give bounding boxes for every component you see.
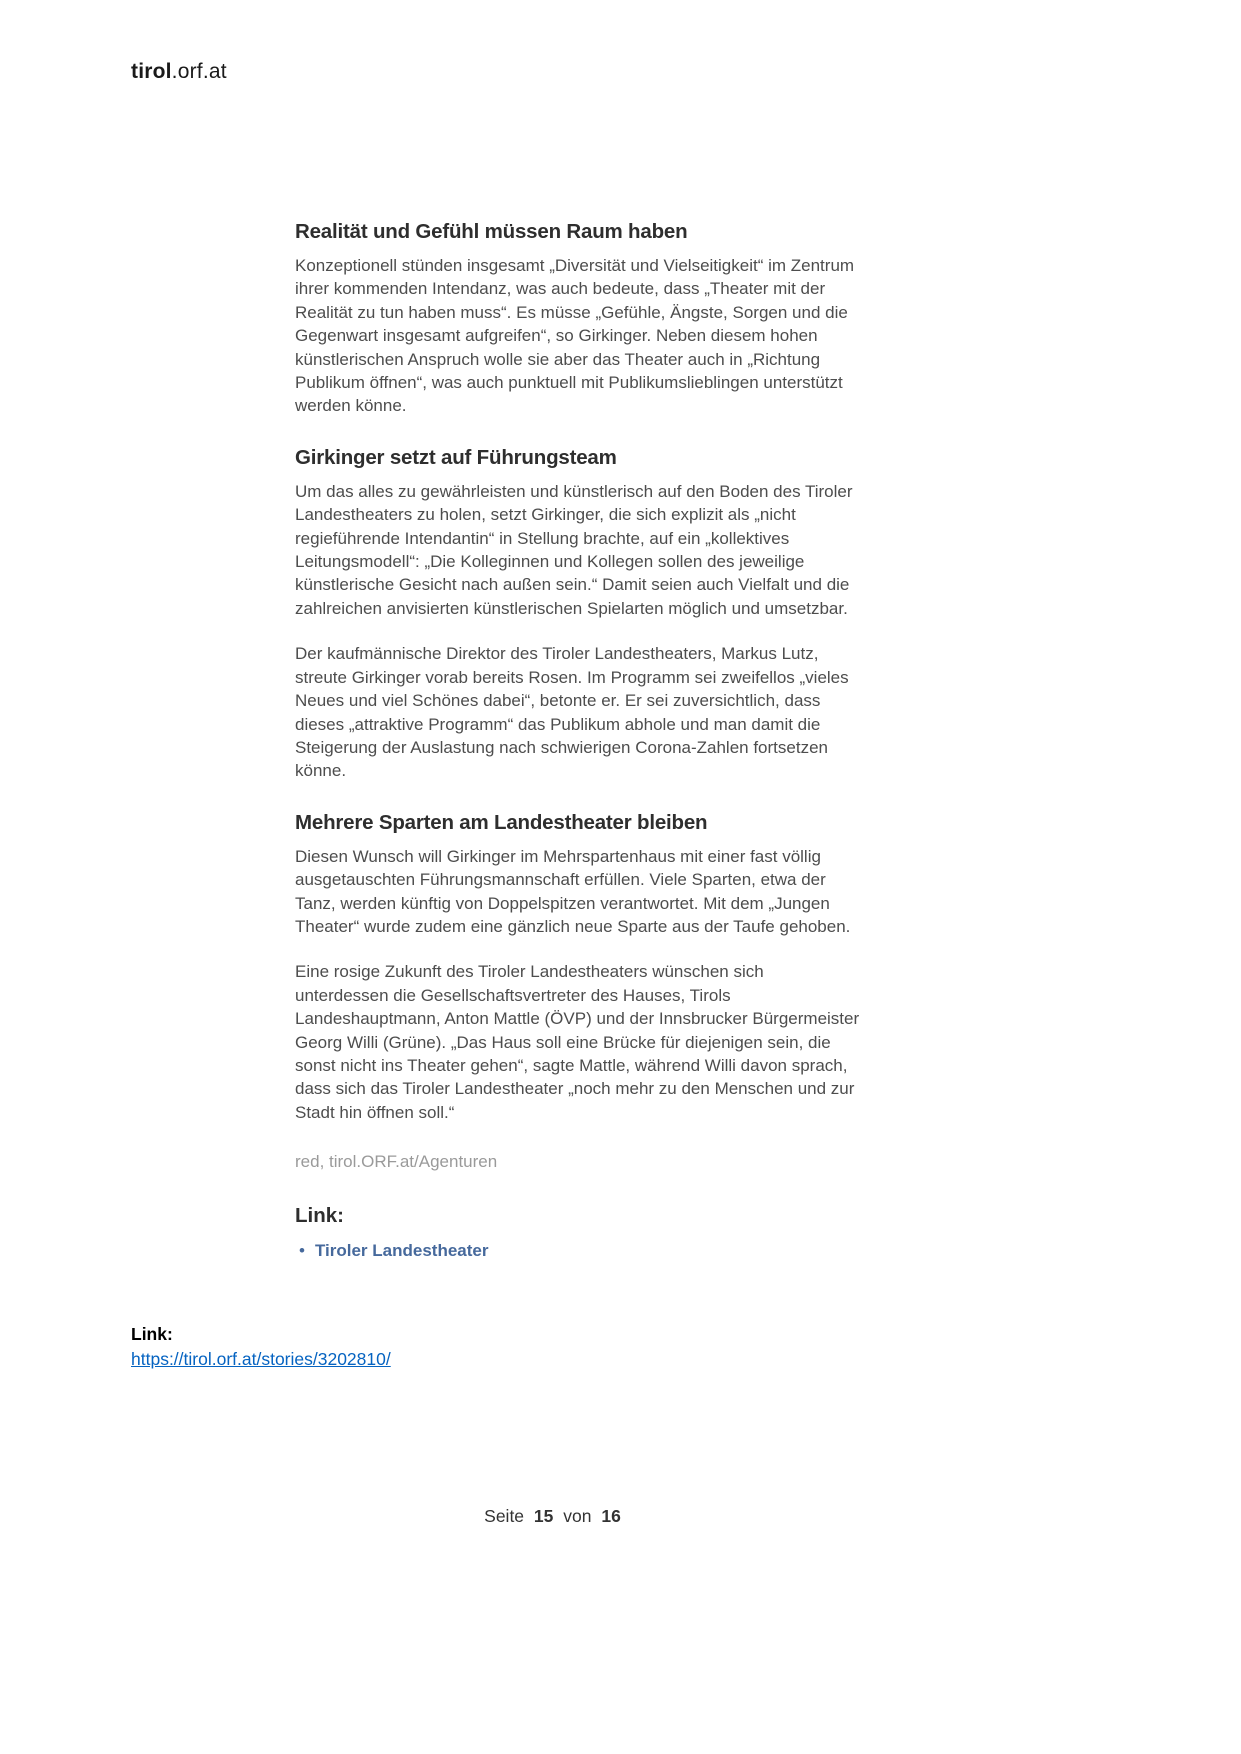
article-body [295,219,860,1262]
section-heading: Realität und Gefühl müssen Raum haben [295,220,688,243]
section-heading: Girkinger setzt auf Führungsteam [295,445,617,469]
article-paragraph: Um das alles zu gewährleisten und künstlerisch auf den Boden des Tiroler Landestheaters zu holen, setzt Girkinger, die sich explizit als „nicht regieführende Intendantin“ in Stellung brachte, auf ein „kollektives Leitungsmodell“: „Die Kolleginnen und Kollegen sollen des jeweilige künstlerische Gesicht nach außen sein.“ Damit seien auch Vielfalt und die zahlreichen anvisierten künstlerischen Spielarten möglich und umsetzbar. [295,481,853,618]
article-section [295,219,860,418]
article-paragraph: Diesen Wunsch will Girkinger im Mehrspartenhaus mit einer fast völlig ausgetauschten Führungsmannschaft erfüllen. Viele Sparten, etwa der Tanz, werden künftig von Doppelspitzen verantwortet. Mit dem „Jungen Theater“ wurde zudem eine gänzlich neue Sparte aus der Taufe gehoben. [295,846,851,936]
article-paragraph: Konzeptionell stünden insgesamt „Diversität und Vielseitigkeit“ im Zentrum ihrer kommenden Intendanz, was auch bedeute, dass „Theater mit der Realität zu tun haben muss“. Es müsse „Gefühle, Ängste, Sorgen und die Gegenwart insgesamt aufgreifen“, so Girkinger. Neben diesem hohen künstlerischen Anspruch wolle sie aber das Theater auch in „Richtung Publikum öffnen“, was auch punktuell mit Publikumslieblingen unterstützt werden könne. [295,256,855,416]
links-heading: Link: [295,1203,344,1227]
links-list [295,1239,860,1262]
logo-bold-part: tirol [131,60,172,83]
section-heading: Mehrere Sparten am Landestheater bleiben [295,810,708,834]
article-paragraph: Eine rosige Zukunft des Tiroler Landestheaters wünschen sich unterdessen die Gesellschaftsvertreter des Hauses, Tirols Landeshauptmann, Anton Mattle (ÖVP) und der Innsbrucker Bürgermeister Georg Willi (Grüne). „Das Haus soll eine Brücke für diejenigen sein, die sonst nicht ins Theater gehen“, sagte Mattle, während Willi davon sprach, dass sich das Tiroler Landestheater „noch mehr zu den Menschen und zur Stadt hin öffnen soll.“ [295,962,860,1122]
list-item [295,1239,860,1262]
tiroler-landestheater-link[interactable]: Tiroler Landestheater [314,1241,489,1260]
footer-of-word: von [563,1506,592,1526]
logo-regular-part: .orf.at [171,60,227,83]
footer-page-word: Seite [484,1506,525,1526]
footer-total-pages: 16 [601,1506,621,1526]
bottom-link-block [131,1322,391,1372]
site-logo [131,60,227,84]
article-section [295,445,860,783]
article-section [295,810,860,1124]
bullet-icon: • [299,1241,305,1260]
page-footer [0,1506,1110,1527]
story-url-link[interactable]: https://tirol.orf.at/stories/3202810/ [131,1349,391,1369]
footer-current-page: 15 [533,1506,554,1526]
article-byline: red, tirol.ORF.at/Agenturen [295,1152,498,1172]
bottom-link-label: Link: [131,1324,173,1344]
article-paragraph: Der kaufmännische Direktor des Tiroler Landestheaters, Markus Lutz, streute Girkinger vorab bereits Rosen. Im Programm sei zweifellos „vieles Neues und viel Schönes dabei“, betonte er. Er sei zuversichtlich, dass dieses „attraktive Programm“ das Publikum abhole und man damit die Steigerung der Auslastung nach schwierigen Corona-Zahlen fortsetzen könne. [295,644,849,781]
